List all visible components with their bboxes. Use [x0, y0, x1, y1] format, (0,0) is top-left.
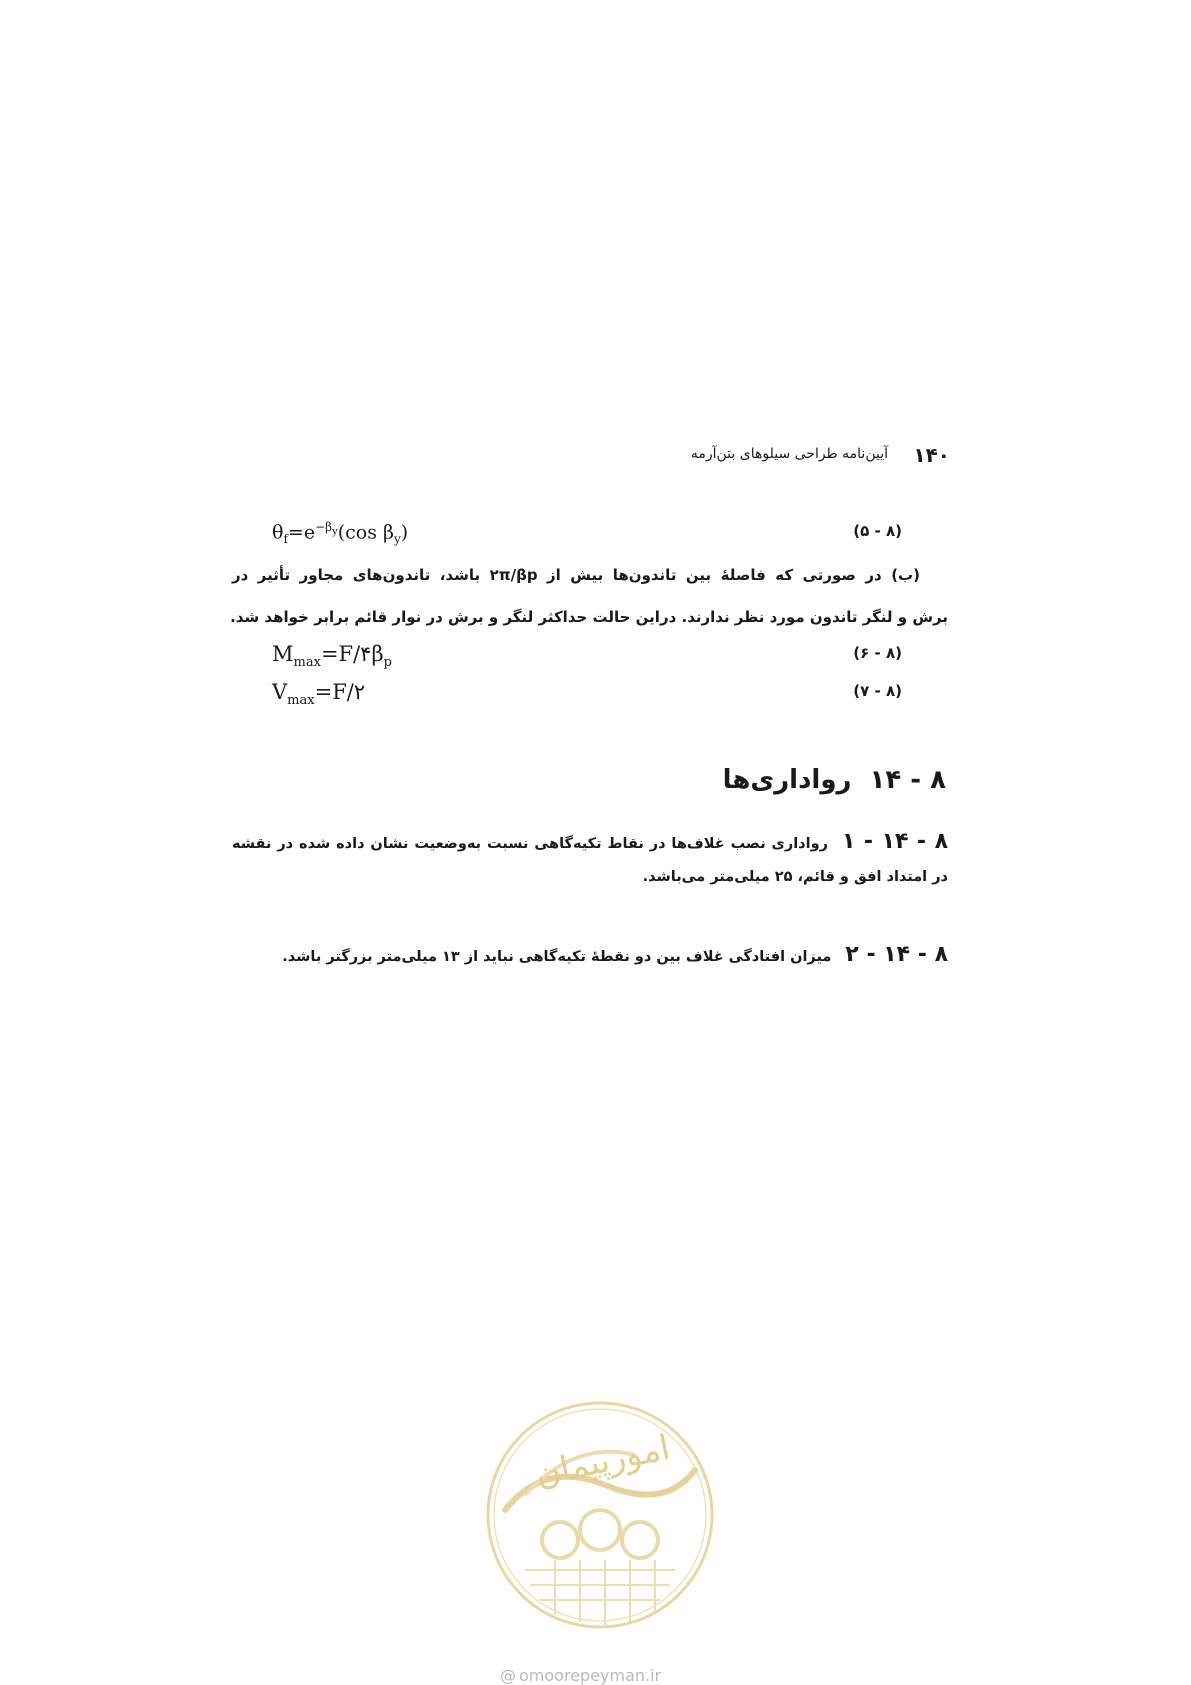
subsection-1-line-2: در امتداد افق و قائم، ۲۵ میلی‌متر می‌باشد.	[642, 869, 948, 885]
watermark-url-text: omoorepeyman.ir	[519, 1666, 662, 1685]
equation-formula: $\theta_f=e^{-\beta_y}(\cos$ $\beta_y$)	[272, 520, 409, 547]
equation-formula: $V_{max}=F/۲$	[272, 680, 366, 709]
page-header	[640, 443, 950, 471]
section-heading	[723, 765, 946, 795]
section-number: ۸ - ۱۴	[869, 765, 946, 795]
section-title: رواداری‌ها	[722, 765, 852, 795]
equation-6-8	[250, 642, 910, 676]
subsection-2	[232, 940, 948, 972]
subsection-1-line-1	[232, 827, 948, 859]
at-icon: @	[500, 1666, 516, 1685]
equation-formula: $M_{max}=F/۴\beta_p$	[272, 642, 392, 671]
subsection-number: ۸ - ۱۴ - ۱	[841, 829, 949, 854]
equation-number: (۵ - ۸)	[853, 522, 902, 540]
subsection-number: ۸ - ۱۴ - ۲	[845, 942, 948, 967]
watermark-logo-text: امورپیمان	[531, 1427, 674, 1495]
equation-5-8	[250, 520, 910, 554]
equation-number: (۶ - ۸)	[853, 644, 902, 662]
subsection-text: میزان افتادگی غلاف بین دو نقطۀ تکیه‌گاهی نباید از ۱۳ میلی‌متر بزرگتر باشد.	[282, 949, 832, 965]
equation-7-8	[250, 680, 910, 714]
running-title: آیین‌نامه طراحی سیلوهای بتن‌آرمه	[690, 446, 888, 462]
watermark-logo	[485, 1400, 715, 1630]
subsection-text: رواداری نصب غلاف‌ها در نقاط تکیه‌گاهی نسبت به‌وضعیت نشان داده شده در نقشه	[232, 836, 828, 852]
paragraph-b-line-1: (ب) در صورتی که فاصلۀ بین تاندون‌ها بیش از ۲π/βp باشد، تاندون‌های مجاور تأثیر در	[232, 566, 920, 584]
equation-number: (۷ - ۸)	[853, 682, 902, 700]
page-number: ۱۴۰	[913, 443, 950, 467]
paragraph-b-line-2: برش و لنگر تاندون مورد نظر ندارند. دراین حالت حداکثر لنگر و برش در نوار قائم برابر خواهد شد.	[230, 608, 948, 626]
watermark-url	[500, 1666, 664, 1685]
